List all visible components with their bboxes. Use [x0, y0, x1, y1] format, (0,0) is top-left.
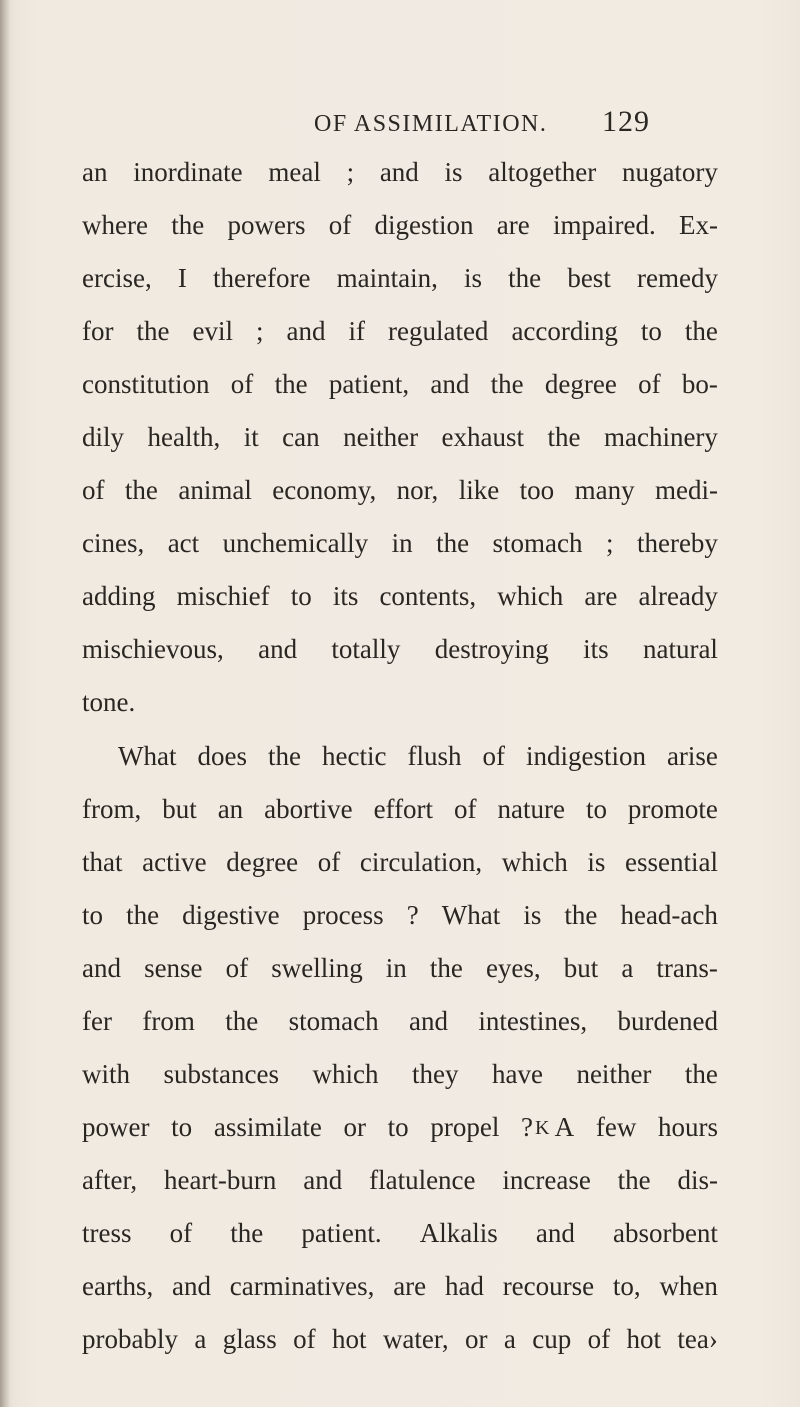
- word: ;: [346, 157, 355, 187]
- word: from,: [82, 793, 142, 824]
- word: of: [587, 1324, 611, 1355]
- word: the: [124, 475, 158, 506]
- word: animal: [178, 475, 252, 506]
- word: the: [564, 899, 598, 930]
- word: the: [508, 263, 542, 294]
- word: indigestion: [525, 740, 646, 771]
- word: intestines,: [478, 1005, 588, 1036]
- word: have: [491, 1058, 543, 1089]
- word: best: [567, 263, 611, 294]
- word: but: [563, 952, 599, 983]
- word: active: [142, 846, 207, 877]
- word: probably: [82, 1324, 178, 1355]
- word: health,: [147, 422, 221, 453]
- word: of: [225, 952, 249, 983]
- word: burdened: [617, 1005, 718, 1036]
- word: to: [640, 316, 662, 347]
- word: eyes,: [485, 952, 541, 983]
- word: sense: [144, 952, 203, 983]
- word: its: [332, 581, 359, 612]
- word: impaired.: [553, 210, 656, 241]
- word: stomach: [492, 528, 583, 559]
- word: in: [385, 952, 407, 983]
- word: Alkalis: [419, 1217, 498, 1248]
- word: of: [454, 793, 477, 824]
- word: unchemically: [222, 528, 369, 559]
- word: evil: [192, 316, 233, 347]
- text-line: [82, 570, 718, 623]
- text-line: [82, 1154, 718, 1207]
- word: fer: [82, 1005, 112, 1036]
- word: therefore: [213, 263, 311, 294]
- word: the: [617, 1164, 651, 1195]
- word: trans-: [656, 952, 718, 983]
- word: tea›: [677, 1324, 718, 1355]
- word: of: [82, 475, 105, 506]
- word: machinery: [603, 422, 718, 453]
- word: exhaust: [441, 422, 525, 453]
- word: bo-: [681, 369, 718, 400]
- text-line: [82, 252, 718, 305]
- word: act: [167, 528, 200, 559]
- word: and: [430, 369, 470, 400]
- word: propel: [430, 1111, 500, 1142]
- word: of: [317, 846, 341, 877]
- text-line: [82, 146, 718, 199]
- word: What: [118, 740, 177, 771]
- word: that: [82, 846, 123, 877]
- word: ;: [605, 528, 614, 559]
- text-line: [82, 942, 718, 995]
- word: to: [171, 1111, 193, 1142]
- text-line: [82, 1260, 718, 1313]
- word: dis-: [677, 1164, 718, 1195]
- word: with: [82, 1058, 131, 1089]
- word: medi-: [655, 475, 718, 506]
- word: natural: [642, 634, 718, 665]
- word: digestion: [374, 210, 474, 241]
- word: a: [503, 1324, 516, 1355]
- word: ?: [521, 1111, 533, 1142]
- word: the: [136, 316, 170, 347]
- word: the: [490, 369, 524, 400]
- word: of: [328, 210, 352, 241]
- word: of: [169, 1217, 193, 1248]
- word: according: [511, 316, 618, 347]
- word: hours: [658, 1111, 718, 1142]
- word: an: [217, 793, 244, 824]
- word: thereby: [636, 528, 718, 559]
- word: neither: [576, 1058, 652, 1089]
- word: regulated: [387, 316, 489, 347]
- word: many: [574, 475, 635, 506]
- running-head: [314, 104, 714, 144]
- word: swelling: [271, 952, 363, 983]
- word: a: [621, 952, 634, 983]
- word: mischievous,: [82, 634, 224, 665]
- word: I: [177, 263, 187, 294]
- word: ;: [255, 316, 264, 347]
- word: and: [82, 952, 121, 983]
- word: had: [444, 1270, 484, 1301]
- word: patient,: [328, 369, 410, 400]
- word: to: [585, 793, 607, 824]
- word: glass: [222, 1324, 277, 1355]
- word: abortive: [264, 793, 353, 824]
- word: where: [82, 210, 148, 241]
- text-line-paragraph-start: [82, 730, 718, 783]
- word: can: [282, 422, 320, 453]
- text-line-paragraph-end: [82, 676, 718, 729]
- word: powers: [227, 210, 306, 241]
- word: flush: [407, 740, 462, 771]
- word: the: [267, 740, 301, 771]
- word: constitution: [82, 369, 210, 400]
- word: are: [584, 581, 618, 612]
- word: ercise,: [82, 263, 152, 294]
- word: a: [194, 1324, 207, 1355]
- word: the: [684, 1058, 718, 1089]
- word: and: [409, 1005, 448, 1036]
- word: circulation,: [359, 846, 483, 877]
- word: cines,: [82, 528, 145, 559]
- word: ?: [406, 899, 419, 930]
- word: flatulence: [369, 1164, 476, 1195]
- word: from: [142, 1005, 195, 1036]
- word: power: [82, 1111, 150, 1142]
- word: like: [458, 475, 500, 506]
- word: is: [464, 263, 483, 294]
- word: or: [464, 1324, 488, 1355]
- word: neither: [343, 422, 419, 453]
- word: the: [126, 899, 160, 930]
- word: already: [638, 581, 718, 612]
- word: which: [501, 846, 568, 877]
- word: few: [595, 1111, 637, 1142]
- word: which: [497, 581, 564, 612]
- word: and: [535, 1217, 575, 1248]
- word: for: [82, 316, 114, 347]
- word: hot: [626, 1324, 662, 1355]
- word: of: [230, 369, 254, 400]
- word: increase: [502, 1164, 591, 1195]
- text-line: [82, 411, 718, 464]
- word: hot: [332, 1324, 367, 1355]
- word: does: [197, 740, 247, 771]
- page-number: 129: [602, 105, 650, 138]
- word: and: [171, 1270, 211, 1301]
- body-text: [82, 146, 718, 1366]
- word: and: [286, 316, 326, 347]
- word: are: [393, 1270, 427, 1301]
- text-line: [82, 995, 718, 1048]
- word: or: [343, 1111, 366, 1142]
- text-line: [82, 1313, 718, 1366]
- text-line: [82, 358, 718, 411]
- word: too: [519, 475, 555, 506]
- word: degree: [226, 846, 299, 877]
- word: in: [391, 528, 413, 559]
- word: to: [290, 581, 312, 612]
- word: the: [274, 369, 308, 400]
- word: the: [429, 952, 463, 983]
- word: Ex-: [679, 210, 718, 241]
- word: it: [243, 422, 259, 453]
- word: altogether: [488, 157, 597, 187]
- running-title: OF ASSIMILATION.: [314, 111, 548, 137]
- word: of: [482, 740, 505, 771]
- signature-mark: K: [535, 1117, 551, 1139]
- word: recourse: [502, 1270, 595, 1301]
- word: assimilate: [213, 1111, 322, 1142]
- word: they: [411, 1058, 459, 1089]
- word: remedy: [636, 263, 718, 294]
- word: an: [82, 157, 108, 187]
- word: totally: [331, 634, 401, 665]
- word: cup: [532, 1324, 572, 1355]
- text-line: [82, 889, 718, 942]
- word: of: [638, 369, 661, 400]
- word: earths,: [82, 1270, 154, 1301]
- word: the: [230, 1217, 264, 1248]
- word: if: [348, 316, 365, 347]
- word: meal: [268, 157, 321, 187]
- word: nor,: [396, 475, 439, 506]
- word: degree: [544, 369, 617, 400]
- word: nugatory: [621, 157, 718, 187]
- word: nature: [497, 793, 565, 824]
- text-line: [82, 783, 718, 836]
- word: economy,: [272, 475, 377, 506]
- word: of: [293, 1324, 316, 1355]
- word: tress: [82, 1217, 132, 1248]
- word: the: [684, 316, 718, 347]
- word: patient.: [301, 1217, 382, 1248]
- word: is: [444, 157, 463, 187]
- word: the: [171, 210, 205, 241]
- word: its: [583, 634, 609, 665]
- word: stomach: [288, 1005, 379, 1036]
- text-line: [82, 517, 718, 570]
- word: but: [162, 793, 197, 824]
- word: arise: [666, 740, 718, 771]
- text-line: [82, 464, 718, 517]
- word: contents,: [379, 581, 477, 612]
- word: effort: [373, 793, 434, 824]
- word: What: [441, 899, 501, 930]
- word: hectic: [321, 740, 387, 771]
- text-line: [82, 1101, 718, 1154]
- word: the: [547, 422, 581, 453]
- word: head-ach: [620, 899, 718, 930]
- word: absorbent: [612, 1217, 718, 1248]
- word: heart-burn: [163, 1164, 277, 1195]
- text-line: [82, 305, 718, 358]
- word: dily: [82, 422, 125, 453]
- word: substances: [163, 1058, 279, 1089]
- word: is: [523, 899, 542, 930]
- text-line: [82, 1207, 718, 1260]
- word: water,: [382, 1324, 449, 1355]
- text-line: [82, 623, 718, 676]
- word: are: [496, 210, 530, 241]
- word: promote: [627, 793, 718, 824]
- word: which: [312, 1058, 379, 1089]
- word: tone.: [82, 687, 136, 718]
- word: after,: [82, 1164, 138, 1195]
- word: mischief: [176, 581, 270, 612]
- text-line: [82, 1048, 718, 1101]
- word: when: [659, 1270, 718, 1301]
- word: digestive: [182, 899, 280, 930]
- word: to,: [612, 1270, 641, 1301]
- word: to: [82, 899, 104, 930]
- word: carminatives,: [229, 1270, 375, 1301]
- word: and: [303, 1164, 343, 1195]
- word: essential: [625, 846, 718, 877]
- word: maintain,: [336, 263, 438, 294]
- text-line: [82, 199, 718, 252]
- page-gutter-shadow: [0, 0, 10, 1407]
- word: A: [554, 1111, 575, 1142]
- word: process: [302, 899, 384, 930]
- word: the: [225, 1005, 259, 1036]
- word: adding: [82, 581, 156, 612]
- word: is: [587, 846, 606, 877]
- text-line: [82, 836, 718, 889]
- word: and: [379, 157, 419, 187]
- word: destroying: [434, 634, 549, 665]
- word: to: [387, 1111, 409, 1142]
- word: and: [258, 634, 298, 665]
- word: the: [436, 528, 470, 559]
- word: inordinate: [133, 157, 243, 187]
